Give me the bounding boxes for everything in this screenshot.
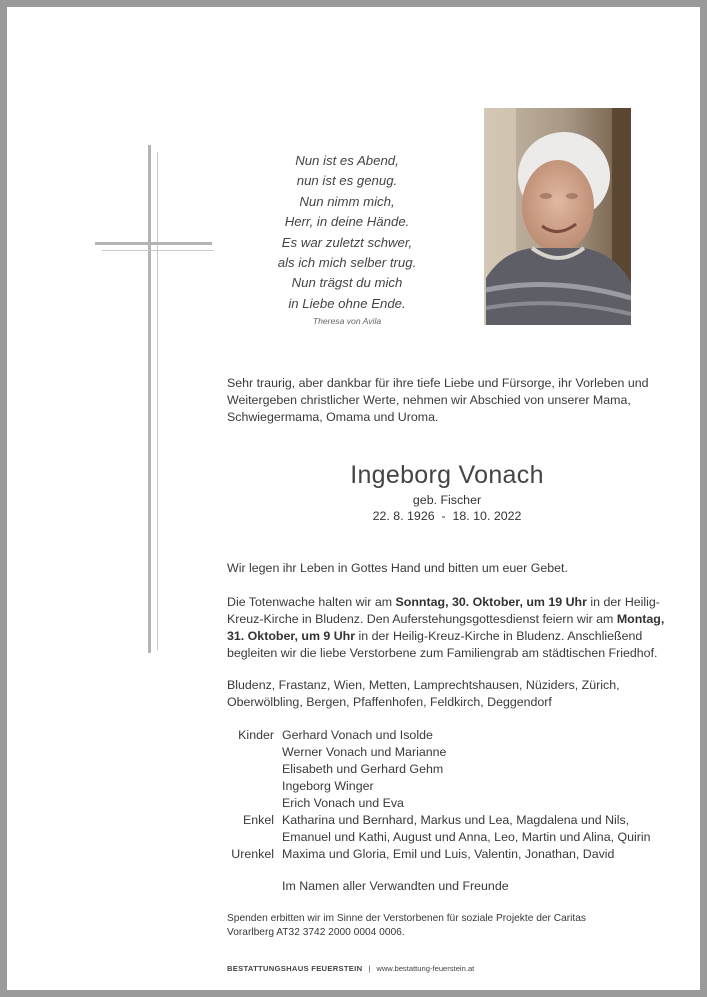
family-member: Gerhard Vonach und Isolde <box>282 728 433 742</box>
wake-date: Sonntag, 30. Oktober, um 19 Uhr <box>395 595 587 609</box>
family-role: Enkel <box>243 813 274 827</box>
family-role <box>227 744 282 761</box>
family-member: Maxima und Gloria, Emil und Luis, Valentin, Jonathan, David <box>282 847 615 861</box>
deceased-name: Ingeborg Vonach <box>350 461 544 489</box>
intro-text: Sehr traurig, aber dankbar für ihre tiefe Liebe und Fürsorge, ihr Vorleben und Weitergeben christlicher Werte, nehmen wir Abschied von unserer Mama, Schwiegermama, Omama und Uroma. <box>227 376 649 424</box>
poem-line: nun ist es genug. <box>296 173 398 189</box>
cross-horizontal-line <box>102 250 214 251</box>
places-list: Bludenz, Frastanz, Wien, Metten, Lamprechtshausen, Nüziders, Zürich, Oberwölbling, Bergen, Pfaffenhofen, Feldkirch, Deggendorf <box>227 678 620 709</box>
footer-separator: | <box>368 964 371 973</box>
family-row <box>227 778 667 795</box>
funeral-home-name: BESTATTUNGSHAUS FEUERSTEIN <box>227 964 363 973</box>
family-member: Werner Vonach und Marianne <box>282 745 447 759</box>
family-role <box>227 795 282 812</box>
family-role <box>227 761 282 778</box>
poem-line: Es war zuletzt schwer, <box>281 234 413 250</box>
footer <box>227 964 474 974</box>
family-role <box>227 829 282 846</box>
deceased-block <box>227 459 667 524</box>
poem-line: als ich mich selber trug. <box>277 255 417 271</box>
family-role: Kinder <box>238 728 274 742</box>
family-row <box>227 744 667 761</box>
poem-line: Herr, in deine Hände. <box>284 214 410 230</box>
birth-name: geb. Fischer <box>412 493 482 507</box>
family-member: Katharina und Bernhard, Markus und Lea, Magdalena und Nils, <box>282 813 630 827</box>
family-role: Urenkel <box>231 847 274 861</box>
family-member: Erich Vonach und Eva <box>282 796 404 810</box>
family-row <box>227 761 667 778</box>
donation-note: Spenden erbitten wir im Sinne der Verstorbenen für soziale Projekte der Caritas Vorarlberg AT32 3742 2000 0004 0006. <box>227 913 587 938</box>
family-row <box>227 812 667 829</box>
funeral-date: Montag, 31. Oktober, um 9 Uhr <box>227 612 665 643</box>
cross-vertical-line <box>157 152 158 650</box>
family-row <box>227 846 667 863</box>
service-text-part: in der Heilig-Kreuz-Kirche in Bludenz. Den Auferstehungsgottesdienst feiern wir am <box>227 595 660 626</box>
family-row <box>227 727 667 744</box>
cross-horizontal-bar <box>95 242 212 245</box>
poem-author: Theresa von Avila <box>312 316 382 327</box>
portrait-image <box>484 108 631 325</box>
portrait-photo <box>484 108 631 325</box>
poem-line: Nun nimm mich, <box>299 193 395 209</box>
family-member: Emanuel und Kathi, August und Anna, Leo, Martin und Alina, Quirin <box>282 830 651 844</box>
poem-line: Nun trägst du mich <box>291 275 403 291</box>
poem-line: in Liebe ohne Ende. <box>288 295 406 311</box>
funeral-home-website: www.bestattung-feuerstein.at <box>376 964 475 973</box>
family-role <box>227 778 282 795</box>
service-text-part: Die Totenwache halten wir am <box>227 595 396 609</box>
closing-text: Im Namen aller Verwandten und Freunde <box>282 879 509 893</box>
family-member: Elisabeth und Gerhard Gehm <box>282 762 444 776</box>
family-list <box>227 727 667 863</box>
service-text <box>227 594 667 662</box>
family-member: Ingeborg Winger <box>282 779 374 793</box>
life-dates: 22. 8. 1926 - 18. 10. 2022 <box>372 509 522 523</box>
service-text-part: in der Heilig-Kreuz-Kirche in Bludenz. Anschließend begleiten wir die liebe Verstorbene zum Familiengrab am städtischen Friedhof. <box>227 629 658 660</box>
poem <box>262 151 432 327</box>
prayer-text: Wir legen ihr Leben in Gottes Hand und bitten um euer Gebet. <box>227 561 568 575</box>
cross-vertical-bar <box>148 145 151 653</box>
family-row <box>227 795 667 812</box>
family-row <box>227 829 667 846</box>
poem-line: Nun ist es Abend, <box>295 153 399 168</box>
